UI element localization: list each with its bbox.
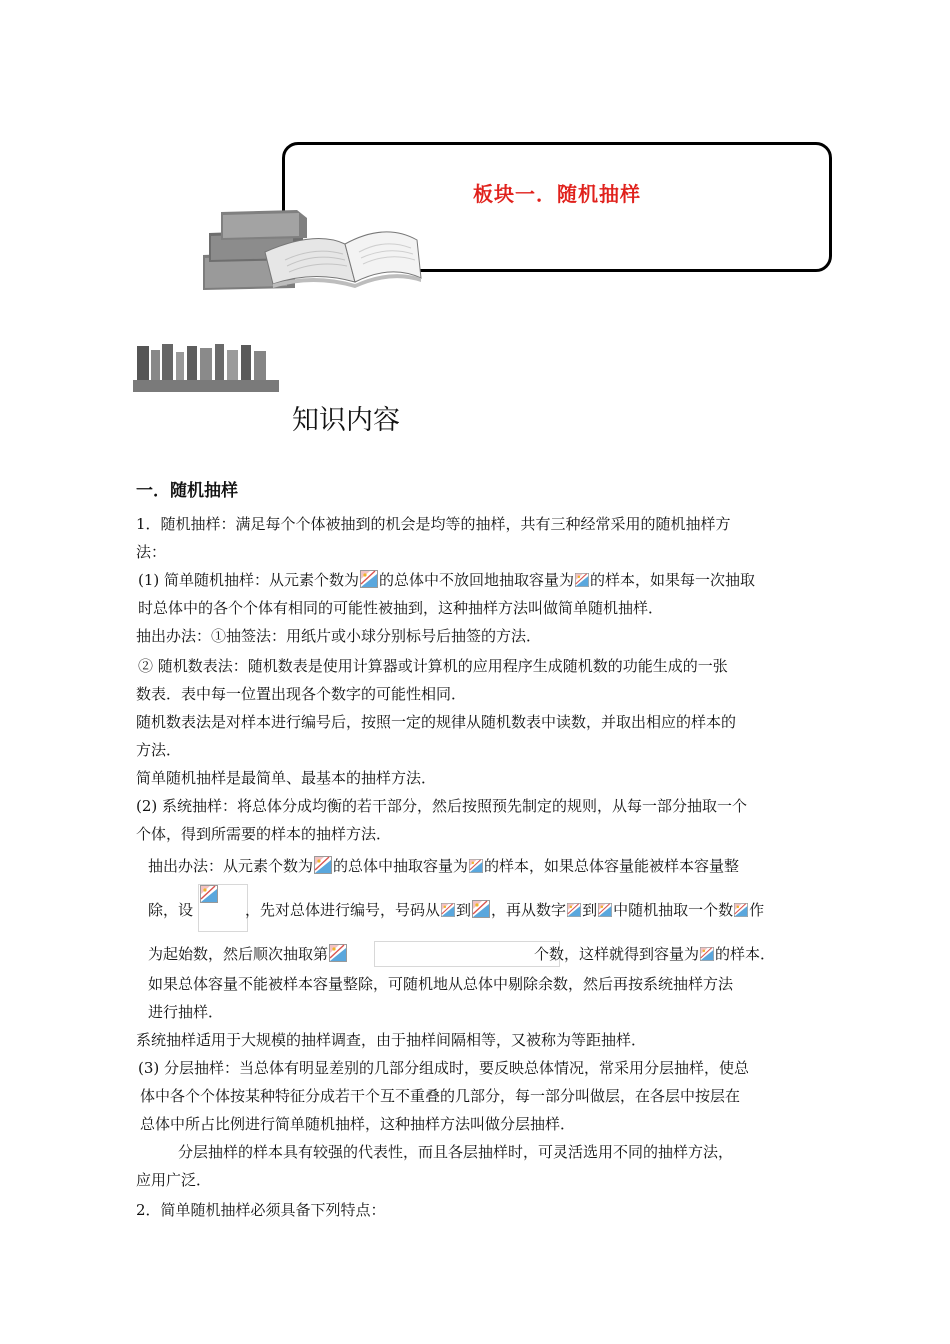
equation-image-icon <box>360 570 378 588</box>
text-line: (2) 系统抽样：将总体分成均衡的若干部分，然后按照预先制定的规则，从每一部分抽取一个 <box>136 797 748 815</box>
text-line: 抽出办法：①抽签法：用纸片或小球分别标号后抽签的方法． <box>136 627 542 645</box>
text-line: 分层抽样的样本具有较强的代表性，而且各层抽样时，可灵活选用不同的抽样方法， <box>178 1143 734 1161</box>
text-line: 如果总体容量不能被样本容量整除，可随机地从总体中剔除余数，然后再按系统抽样方法 <box>148 975 734 993</box>
text-segment: 的样本． <box>715 945 776 963</box>
text-line: 数表．表中每一位置出现各个数字的可能性相同． <box>136 685 467 703</box>
text-segment: 的样本，如果总体容量能被样本容量整 <box>484 857 740 875</box>
equation-image-icon <box>734 902 748 918</box>
equation-image-icon <box>472 900 490 918</box>
equation-image-icon <box>314 856 332 874</box>
equation-image-icon <box>469 858 483 874</box>
knowledge-title: 知识内容 <box>292 405 400 436</box>
equation-image-icon <box>441 902 455 918</box>
text-segment: 中随机抽取一个数 <box>613 901 734 919</box>
text-line <box>148 900 764 920</box>
text-segment: (1) 简单随机抽样：从元素个数为 <box>138 571 360 589</box>
text-segment: 除，设 <box>148 901 194 919</box>
books-illustration <box>195 200 425 292</box>
text-line: 个体，得到所需要的样本的抽样方法． <box>136 825 392 843</box>
text-segment: 为起始数，然后顺次抽取第 <box>148 945 329 963</box>
text-line: 时总体中的各个个体有相同的可能性被抽到，这种抽样方法叫做简单随机抽样． <box>138 599 664 617</box>
equation-image-icon <box>329 944 347 962</box>
text-segment: 到 <box>582 901 598 919</box>
text-segment: 个数，这样就得到容量为 <box>534 945 700 963</box>
equation-image-icon <box>700 946 714 962</box>
text-segment: 抽出办法：从元素个数为 <box>148 857 314 875</box>
text-segment: 的总体中不放回地抽取容量为 <box>379 571 575 589</box>
text-line: 进行抽样． <box>148 1003 224 1021</box>
text-line: 应用广泛． <box>136 1171 212 1189</box>
text-line <box>148 944 775 964</box>
equation-image-icon <box>598 902 612 918</box>
text-line: 简单随机抽样是最简单、最基本的抽样方法． <box>136 769 437 787</box>
text-segment: ，先对总体进行编号，号码从 <box>245 901 441 919</box>
text-line: 随机数表法是对样本进行编号后，按照一定的规律从随机数表中读数，并取出相应的样本的 <box>136 713 737 731</box>
text-line: (3) 分层抽样：当总体有明显差别的几部分组成时，要反映总体情况，常采用分层抽样，使总 <box>138 1059 750 1077</box>
text-line: 方法． <box>136 741 182 759</box>
text-segment: 的总体中抽取容量为 <box>333 857 469 875</box>
text-segment: 作 <box>749 901 765 919</box>
text-line: 2．简单随机抽样必须具备下列特点： <box>136 1201 386 1219</box>
text-segment: ，再从数字 <box>491 901 567 919</box>
subsection-heading: 一．随机抽样 <box>136 481 238 501</box>
bookshelf-icon <box>133 342 279 394</box>
text-line: 总体中所占比例进行简单随机抽样，这种抽样方法叫做分层抽样． <box>140 1115 576 1133</box>
text-line: 法： <box>136 543 167 561</box>
equation-image-icon <box>567 902 581 918</box>
text-line: 1．随机抽样：满足每个个体被抽到的机会是均等的抽样，共有三种经常采用的随机抽样方 <box>136 515 731 533</box>
text-segment: 的样本，如果每一次抽取 <box>590 571 756 589</box>
equation-image-icon <box>575 572 589 588</box>
text-line: 体中各个个体按某种特征分成若干个互不重叠的几部分，每一部分叫做层，在各层中按层在 <box>140 1087 741 1105</box>
section-title: 板块一．随机抽样 <box>473 182 641 206</box>
text-line <box>138 570 755 590</box>
text-segment: 到 <box>456 901 472 919</box>
text-line: 系统抽样适用于大规模的抽样调查，由于抽样间隔相等，又被称为等距抽样． <box>136 1031 647 1049</box>
text-line: ② 随机数表法：随机数表是使用计算器或计算机的应用程序生成随机数的功能生成的一张 <box>138 657 728 675</box>
text-line <box>148 856 739 876</box>
